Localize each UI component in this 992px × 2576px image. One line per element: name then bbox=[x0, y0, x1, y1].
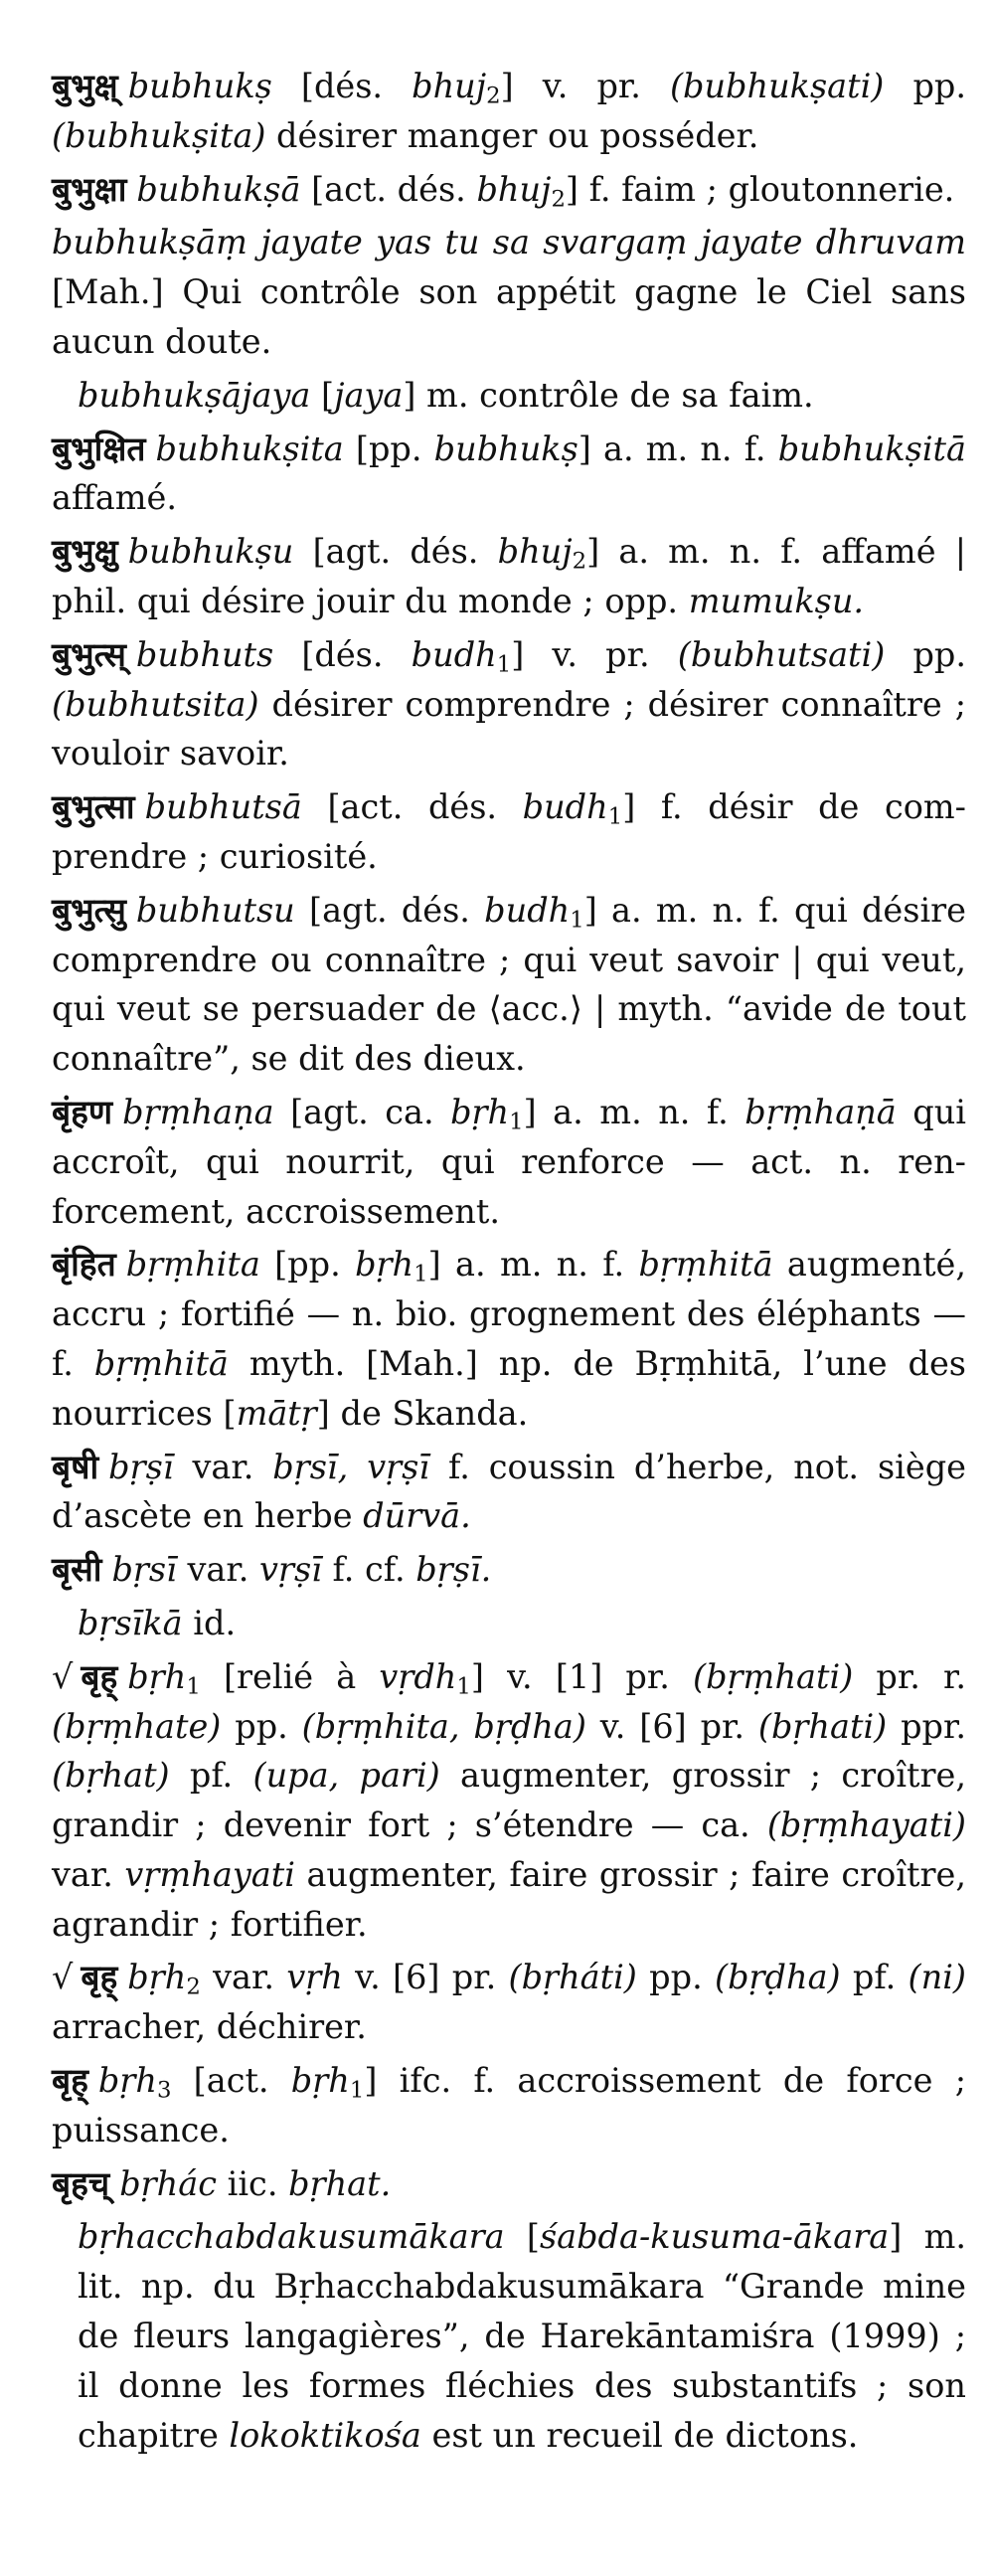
definition-text: pr. r. bbox=[853, 1656, 966, 1696]
definition-text: ] a. m. n. f. affamé | phil. qui désire jouir du monde ; opp. bbox=[52, 532, 966, 620]
definition-text: ] m. contrôle de sa faim. bbox=[403, 375, 814, 415]
definition-text: pp. bbox=[221, 1706, 302, 1746]
definition-text: augmenter, grossir ; croître, grandir ; devenir fort ; s’étendre — ca. bbox=[52, 1756, 966, 1845]
italic-text: dūrvā. bbox=[363, 1496, 471, 1536]
italic-text: bṛh bbox=[127, 1958, 187, 1997]
entry-brsi-1 bbox=[52, 1443, 966, 1542]
italic-text: jaya bbox=[334, 375, 404, 415]
entry-brmhita bbox=[52, 1240, 966, 1438]
definition-text: ] v. pr. bbox=[500, 67, 670, 105]
subscript-index: 1 bbox=[496, 651, 512, 678]
entry-bubhuksajaya bbox=[52, 371, 966, 421]
entry-brh1 bbox=[52, 1652, 966, 1950]
entry-brsi-2 bbox=[52, 1545, 966, 1595]
definition-text: [agt. ca. bbox=[273, 1092, 451, 1131]
italic-text: bṛh bbox=[97, 2061, 157, 2101]
entry-bubhutsu bbox=[52, 886, 966, 1084]
definition-text: [dés. bbox=[273, 634, 412, 674]
headword-devanagari: बृंहित bbox=[52, 1245, 116, 1285]
italic-text: (ni) bbox=[908, 1958, 966, 1997]
italic-text: bhuj bbox=[476, 169, 552, 209]
italic-text: bṛṃhaṇa bbox=[122, 1092, 274, 1131]
definition-text: [pp. bbox=[259, 1245, 356, 1285]
italic-text: bubhukṣita bbox=[155, 429, 344, 468]
definition-text: augmenter, faire grossir ; faire croître, agrandir ; fortifier. bbox=[52, 1854, 967, 1944]
subscript-index: 1 bbox=[570, 907, 584, 934]
italic-text: bubhutsā bbox=[144, 787, 302, 827]
definition-text: [agt. dés. bbox=[293, 532, 498, 572]
root-sign: √ bbox=[52, 1656, 74, 1696]
italic-text: (bṛhati) bbox=[757, 1706, 888, 1746]
italic-text: (bubhutsati) bbox=[677, 634, 886, 674]
definition-text: ] ifc. f. accroissement de force ; puissance. bbox=[52, 2061, 966, 2149]
definition-text: pp. bbox=[636, 1958, 716, 1997]
entry-brh3 bbox=[52, 2056, 966, 2155]
italic-text: (bṛhat) bbox=[52, 1756, 170, 1796]
definition-text: [act. dés. bbox=[301, 787, 523, 827]
italic-text: (bṛṃhati) bbox=[693, 1656, 854, 1696]
definition-text: var. bbox=[176, 1550, 260, 1590]
entry-brhac bbox=[52, 2159, 966, 2209]
definition-text: [pp. bbox=[343, 429, 434, 468]
italic-text: (bṛṃhate) bbox=[52, 1706, 222, 1746]
italic-text: mumukṣu. bbox=[688, 581, 865, 620]
italic-text: śabda-kusuma-ākara bbox=[539, 2217, 890, 2257]
italic-text: bubhuts bbox=[135, 634, 274, 674]
italic-text: bṛh bbox=[290, 2061, 350, 2101]
definition-text: pp. bbox=[884, 67, 966, 105]
italic-text: bhuj bbox=[412, 67, 487, 105]
italic-text: (bubhutsita) bbox=[52, 684, 259, 724]
italic-text: bṛsī bbox=[111, 1550, 177, 1590]
definition-text: iic. bbox=[216, 2163, 289, 2203]
subscript-index: 1 bbox=[186, 1673, 201, 1700]
definition-text: augmenté, accru ; fortifié — n. bio. grognement des éléphants — f. bbox=[52, 1245, 966, 1383]
subscript-index: 1 bbox=[349, 2077, 365, 2104]
italic-text: bṛhác bbox=[119, 2163, 217, 2203]
entry-bubhuks bbox=[52, 62, 966, 161]
entry-bubhuts bbox=[52, 630, 966, 778]
headword-devanagari: बुभुक्षा bbox=[52, 169, 127, 209]
italic-text: (bṛṃhayati) bbox=[766, 1805, 966, 1845]
definition-text: ] v. pr. bbox=[511, 634, 678, 674]
headword-devanagari: बृह् bbox=[81, 1958, 118, 1997]
italic-text: bṛh bbox=[127, 1656, 187, 1696]
italic-text: bubhukṣā bbox=[136, 169, 301, 209]
definition-text: arracher, déchirer. bbox=[52, 2007, 367, 2047]
definition-text: [dés. bbox=[271, 67, 413, 105]
definition-text: est un recueil de dictons. bbox=[420, 2415, 859, 2455]
italic-text: bṛhat. bbox=[288, 2163, 392, 2203]
headword-devanagari: बृह् bbox=[52, 2061, 88, 2101]
entry-brhacchabdakusumakara bbox=[52, 2212, 966, 2460]
headword-devanagari: बुभुक्ष् bbox=[52, 67, 118, 105]
definition-text: v. [6] pr. bbox=[585, 1706, 758, 1746]
entry-brh2 bbox=[52, 1953, 966, 2052]
italic-text: (bṛháti) bbox=[508, 1958, 637, 1997]
subscript-index: 3 bbox=[156, 2077, 172, 2104]
subscript-index: 1 bbox=[509, 1109, 524, 1135]
headword-devanagari: बुभुक्षित bbox=[52, 429, 146, 468]
definition-text: ] de Skanda. bbox=[316, 1393, 529, 1433]
entry-brsika bbox=[52, 1599, 966, 1648]
definition-text: [act. bbox=[171, 2061, 291, 2101]
subscript-index: 2 bbox=[486, 83, 501, 109]
definition-text: f. coussin d’herbe, not. siège d’ascète en herbe bbox=[52, 1447, 966, 1536]
italic-text: lokoktikośa bbox=[229, 2415, 421, 2455]
italic-text: (bubhukṣati) bbox=[669, 67, 885, 105]
definition-text: ] a. m. n. f. bbox=[578, 429, 778, 468]
italic-text: bubhukṣāṃ jayate yas tu sa svargaṃ jayate dhruvam bbox=[52, 223, 966, 262]
definition-text: pp. bbox=[885, 634, 966, 674]
italic-text: (upa, pari) bbox=[252, 1756, 440, 1796]
definition-text: var. bbox=[52, 1854, 125, 1894]
entry-bubhuksa bbox=[52, 165, 966, 215]
definition-text: ppr. bbox=[887, 1706, 966, 1746]
italic-text: vṛṃhayati bbox=[124, 1854, 295, 1894]
definition-text: désirer comprendre ; désirer connaître ; vouloir savoir. bbox=[52, 684, 966, 773]
headword-devanagari: बृषी bbox=[52, 1447, 99, 1486]
headword-devanagari: बुभुक्षु bbox=[52, 532, 118, 572]
headword-devanagari: बृह् bbox=[81, 1656, 118, 1696]
italic-text: budh bbox=[522, 787, 608, 827]
headword-devanagari: बुभुत्सु bbox=[52, 890, 126, 930]
entry-brmhana bbox=[52, 1088, 966, 1236]
quote-bubhuksam bbox=[52, 218, 966, 366]
definition-text: [ bbox=[310, 375, 335, 415]
entry-bubhuksu bbox=[52, 527, 966, 626]
subscript-index: 2 bbox=[572, 548, 587, 575]
subscript-index: 2 bbox=[551, 186, 566, 213]
italic-text: bubhukṣ bbox=[127, 67, 272, 105]
definition-text: v. [6] pr. bbox=[342, 1958, 509, 1997]
headword-devanagari: बृहच् bbox=[52, 2163, 110, 2203]
italic-text: bubhutsu bbox=[135, 890, 295, 930]
italic-text: bhuj bbox=[497, 532, 573, 572]
definition-text: affamé. bbox=[52, 478, 177, 518]
definition-text: var. bbox=[173, 1447, 273, 1486]
italic-text: bṛsīkā bbox=[78, 1603, 183, 1642]
italic-text: bṛṣī bbox=[108, 1447, 174, 1486]
definition-text: ] a. m. n. f. qui désire comprendre ou connaître ; qui veut savoir | qui veut, qui veut se persuader de ⟨acc.⟩ | myth. “avide de tout connaître”, se dit des dieux. bbox=[52, 890, 967, 1079]
definition-text: [ bbox=[504, 2217, 540, 2257]
definition-text: f. cf. bbox=[321, 1550, 416, 1590]
definition-text: ] f. désir de comprendre ; curiosité. bbox=[52, 787, 966, 876]
definition-text: id. bbox=[182, 1603, 237, 1642]
italic-text: bṛsī, vṛṣī bbox=[272, 1447, 430, 1486]
definition-text: ] v. [1] pr. bbox=[470, 1656, 694, 1696]
definition-text: ] a. m. n. f. bbox=[523, 1092, 745, 1131]
italic-text: bubhukṣitā bbox=[777, 429, 966, 468]
subscript-index: 1 bbox=[456, 1673, 471, 1700]
italic-text: bubhukṣu bbox=[127, 532, 294, 572]
definition-text: [relié à bbox=[200, 1656, 380, 1696]
subscript-index: 1 bbox=[607, 803, 623, 830]
definition-text: pf. bbox=[840, 1958, 909, 1997]
italic-text: bṛṣī. bbox=[415, 1550, 492, 1590]
definition-text: ] f. faim ; gloutonnerie. bbox=[565, 169, 955, 209]
italic-text: budh bbox=[484, 890, 571, 930]
italic-text: bṛh bbox=[355, 1245, 414, 1285]
root-sign: √ bbox=[52, 1958, 74, 1997]
definition-text: var. bbox=[200, 1958, 287, 1997]
italic-text: (bṛṃhita, bṛḍha) bbox=[301, 1706, 586, 1746]
definition-text: ] m. lit. np. du Bṛhacchabdakusumākara “Grande mine de fleurs langagières”, de Harekāntamiśra (1999) ; il donne les formes fléchies des substantifs ; son chapitre bbox=[78, 2217, 967, 2455]
italic-text: bṛhacchabdakusumākara bbox=[78, 2217, 505, 2257]
italic-text: vṛṣī bbox=[259, 1550, 322, 1590]
italic-text: bṛṃhita bbox=[125, 1245, 260, 1285]
italic-text: bṛṃhitā bbox=[638, 1245, 773, 1285]
definition-text: [Mah.] Qui contrôle son appétit gagne le Ciel sans aucun doute. bbox=[52, 272, 966, 361]
italic-text: bṛṃhaṇā bbox=[744, 1092, 897, 1131]
definition-text: désirer manger ou posséder. bbox=[265, 115, 759, 155]
italic-text: mātṛ bbox=[236, 1393, 317, 1433]
subscript-index: 1 bbox=[413, 1262, 428, 1288]
italic-text: vṛh bbox=[286, 1958, 343, 1997]
headword-devanagari: बुभुत्सा bbox=[52, 787, 135, 827]
italic-text: bubhukṣājaya bbox=[78, 375, 311, 415]
italic-text: (bṛḍha) bbox=[715, 1958, 841, 1997]
definition-text: ] a. m. n. f. bbox=[427, 1245, 639, 1285]
italic-text: budh bbox=[411, 634, 497, 674]
definition-text: myth. [Mah.] np. de Bṛṃhitā, l’une des nourrices [ bbox=[52, 1343, 966, 1433]
subscript-index: 2 bbox=[186, 1975, 201, 2001]
definition-text: [act. dés. bbox=[300, 169, 477, 209]
definition-text: [agt. dés. bbox=[294, 890, 485, 930]
italic-text: bṛṃhitā bbox=[93, 1343, 229, 1383]
headword-devanagari: बृंहण bbox=[52, 1092, 113, 1131]
entry-bubhutsa bbox=[52, 782, 966, 882]
definition-text: pf. bbox=[169, 1756, 253, 1796]
headword-devanagari: बृसी bbox=[52, 1550, 102, 1590]
definition-text: qui accroît, qui nourrit, qui renforce — act. n. renforcement, accroissement. bbox=[52, 1092, 966, 1231]
italic-text: bubhukṣ bbox=[433, 429, 579, 468]
italic-text: vṛdh bbox=[379, 1656, 457, 1696]
entry-bubhuksita bbox=[52, 425, 966, 524]
headword-devanagari: बुभुत्स् bbox=[52, 634, 126, 674]
italic-text: bṛh bbox=[450, 1092, 510, 1131]
italic-text: (bubhukṣita) bbox=[52, 115, 266, 155]
